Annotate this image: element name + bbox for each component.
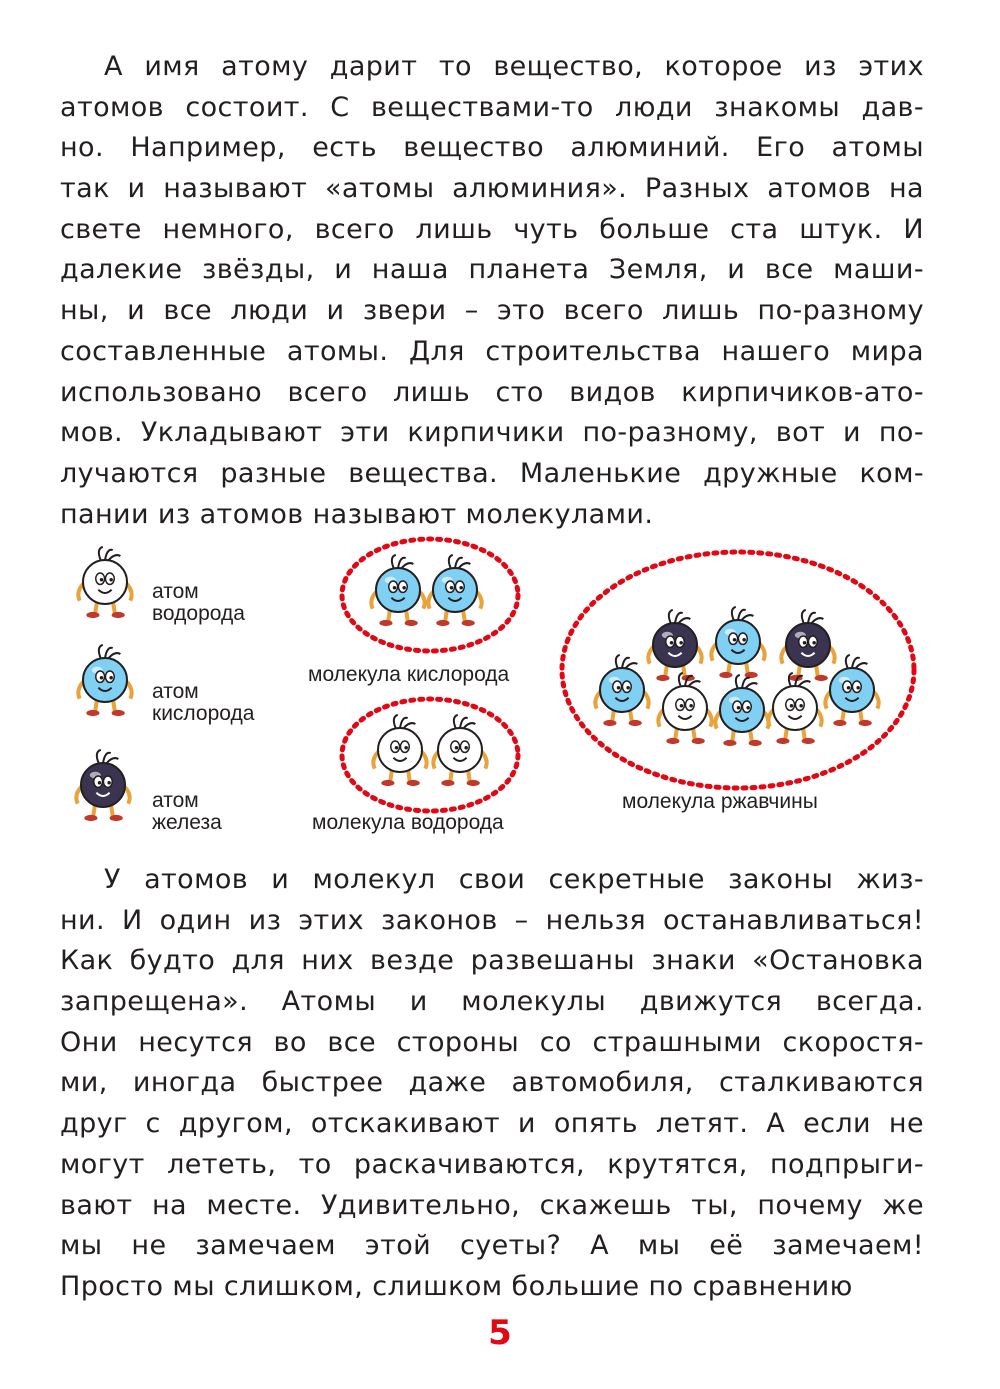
atoms-molecules-illustration bbox=[0, 530, 1000, 850]
oxygen-atom-icon bbox=[595, 655, 648, 726]
caption-oxygen-molecule: молекула кислорода bbox=[308, 663, 510, 686]
hydrogen-atom-icon bbox=[433, 715, 486, 786]
text-line: ны, и все люди и звери – это всего лишь по-разному bbox=[60, 295, 924, 327]
text-line: Как будто для них везде развешаны знаки «Остановка bbox=[60, 945, 924, 977]
label-oxygen-atom: атом кислорода bbox=[152, 680, 255, 725]
iron-atom-icon bbox=[648, 610, 701, 681]
text-line: свете немного, всего лишь чуть больше ста штук. И bbox=[60, 213, 924, 245]
paragraph-atoms-motion bbox=[60, 860, 924, 1308]
text-line: лучаются разные вещества. Маленькие дружные ком- bbox=[60, 457, 924, 489]
text-line: но. Например, есть вещество алюминий. Его атомы bbox=[60, 132, 924, 164]
text-line: друг с другом, отскакивают и опять летят. А если не bbox=[60, 1108, 924, 1140]
hydrogen-atom-icon bbox=[78, 547, 131, 618]
oxygen-atom-icon bbox=[715, 675, 768, 746]
oxygen-atom-icon bbox=[371, 555, 424, 626]
text-line: далекие звёзды, и наша планета Земля, и все маши- bbox=[60, 254, 924, 286]
iron-atom-icon bbox=[76, 750, 129, 821]
text-line: У атомов и молекул свои секретные законы жиз- bbox=[104, 864, 924, 895]
text-line: так и называют «атомы алюминия». Разных атомов на bbox=[60, 173, 924, 205]
page-number: 5 bbox=[488, 1313, 512, 1353]
text-line: могут лететь, то раскачиваются, крутятся, подпрыги- bbox=[60, 1148, 924, 1180]
caption-rust-molecule: молекула ржавчины bbox=[622, 790, 818, 813]
text-line: использовано всего лишь сто видов кирпичиков-ато- bbox=[60, 376, 924, 408]
caption-hydrogen-molecule: молекула водорода bbox=[312, 811, 504, 834]
text-line: атомов состоит. С веществами-то люди знакомы дав- bbox=[60, 91, 924, 123]
text-line: А имя атому дарит то вещество, которое из этих bbox=[104, 51, 924, 82]
oxygen-atom-icon bbox=[78, 645, 131, 716]
hydrogen-atom-icon bbox=[768, 673, 821, 744]
text-line: ми, иногда быстрее даже автомобиля, сталкиваются bbox=[60, 1067, 924, 1099]
hydrogen-molecule-outline bbox=[342, 699, 518, 811]
oxygen-atom-icon bbox=[825, 655, 878, 726]
paragraph-atoms-names bbox=[60, 47, 924, 535]
oxygen-atom-icon bbox=[711, 607, 764, 678]
text-line: мов. Укладывают эти кирпичики по-разному, вот и по- bbox=[60, 417, 924, 449]
text-line: ни. И один из этих законов – нельзя останавливаться! bbox=[60, 904, 924, 936]
text-line: запрещена». Атомы и молекулы движутся всегда. bbox=[60, 986, 924, 1018]
text-line: пании из атомов называют молекулами. bbox=[60, 498, 654, 530]
iron-atom-icon bbox=[781, 610, 834, 681]
text-line: мы не замечаем этой суеты? А мы её замечаем! bbox=[60, 1230, 924, 1262]
oxygen-atom-icon bbox=[428, 555, 481, 626]
hydrogen-atom-icon bbox=[658, 673, 711, 744]
label-hydrogen-atom: атом водорода bbox=[152, 580, 245, 625]
text-line: составленные атомы. Для строительства нашего мира bbox=[60, 335, 924, 367]
text-line: вают на месте. Удивительно, скажешь ты, почему же bbox=[60, 1189, 924, 1221]
text-line: Просто мы слишком, слишком большие по сравнению bbox=[60, 1270, 853, 1302]
text-line: Они несутся во все стороны со страшными скоростя- bbox=[60, 1026, 924, 1058]
label-iron-atom: атом железа bbox=[152, 789, 222, 834]
hydrogen-atom-icon bbox=[373, 715, 426, 786]
